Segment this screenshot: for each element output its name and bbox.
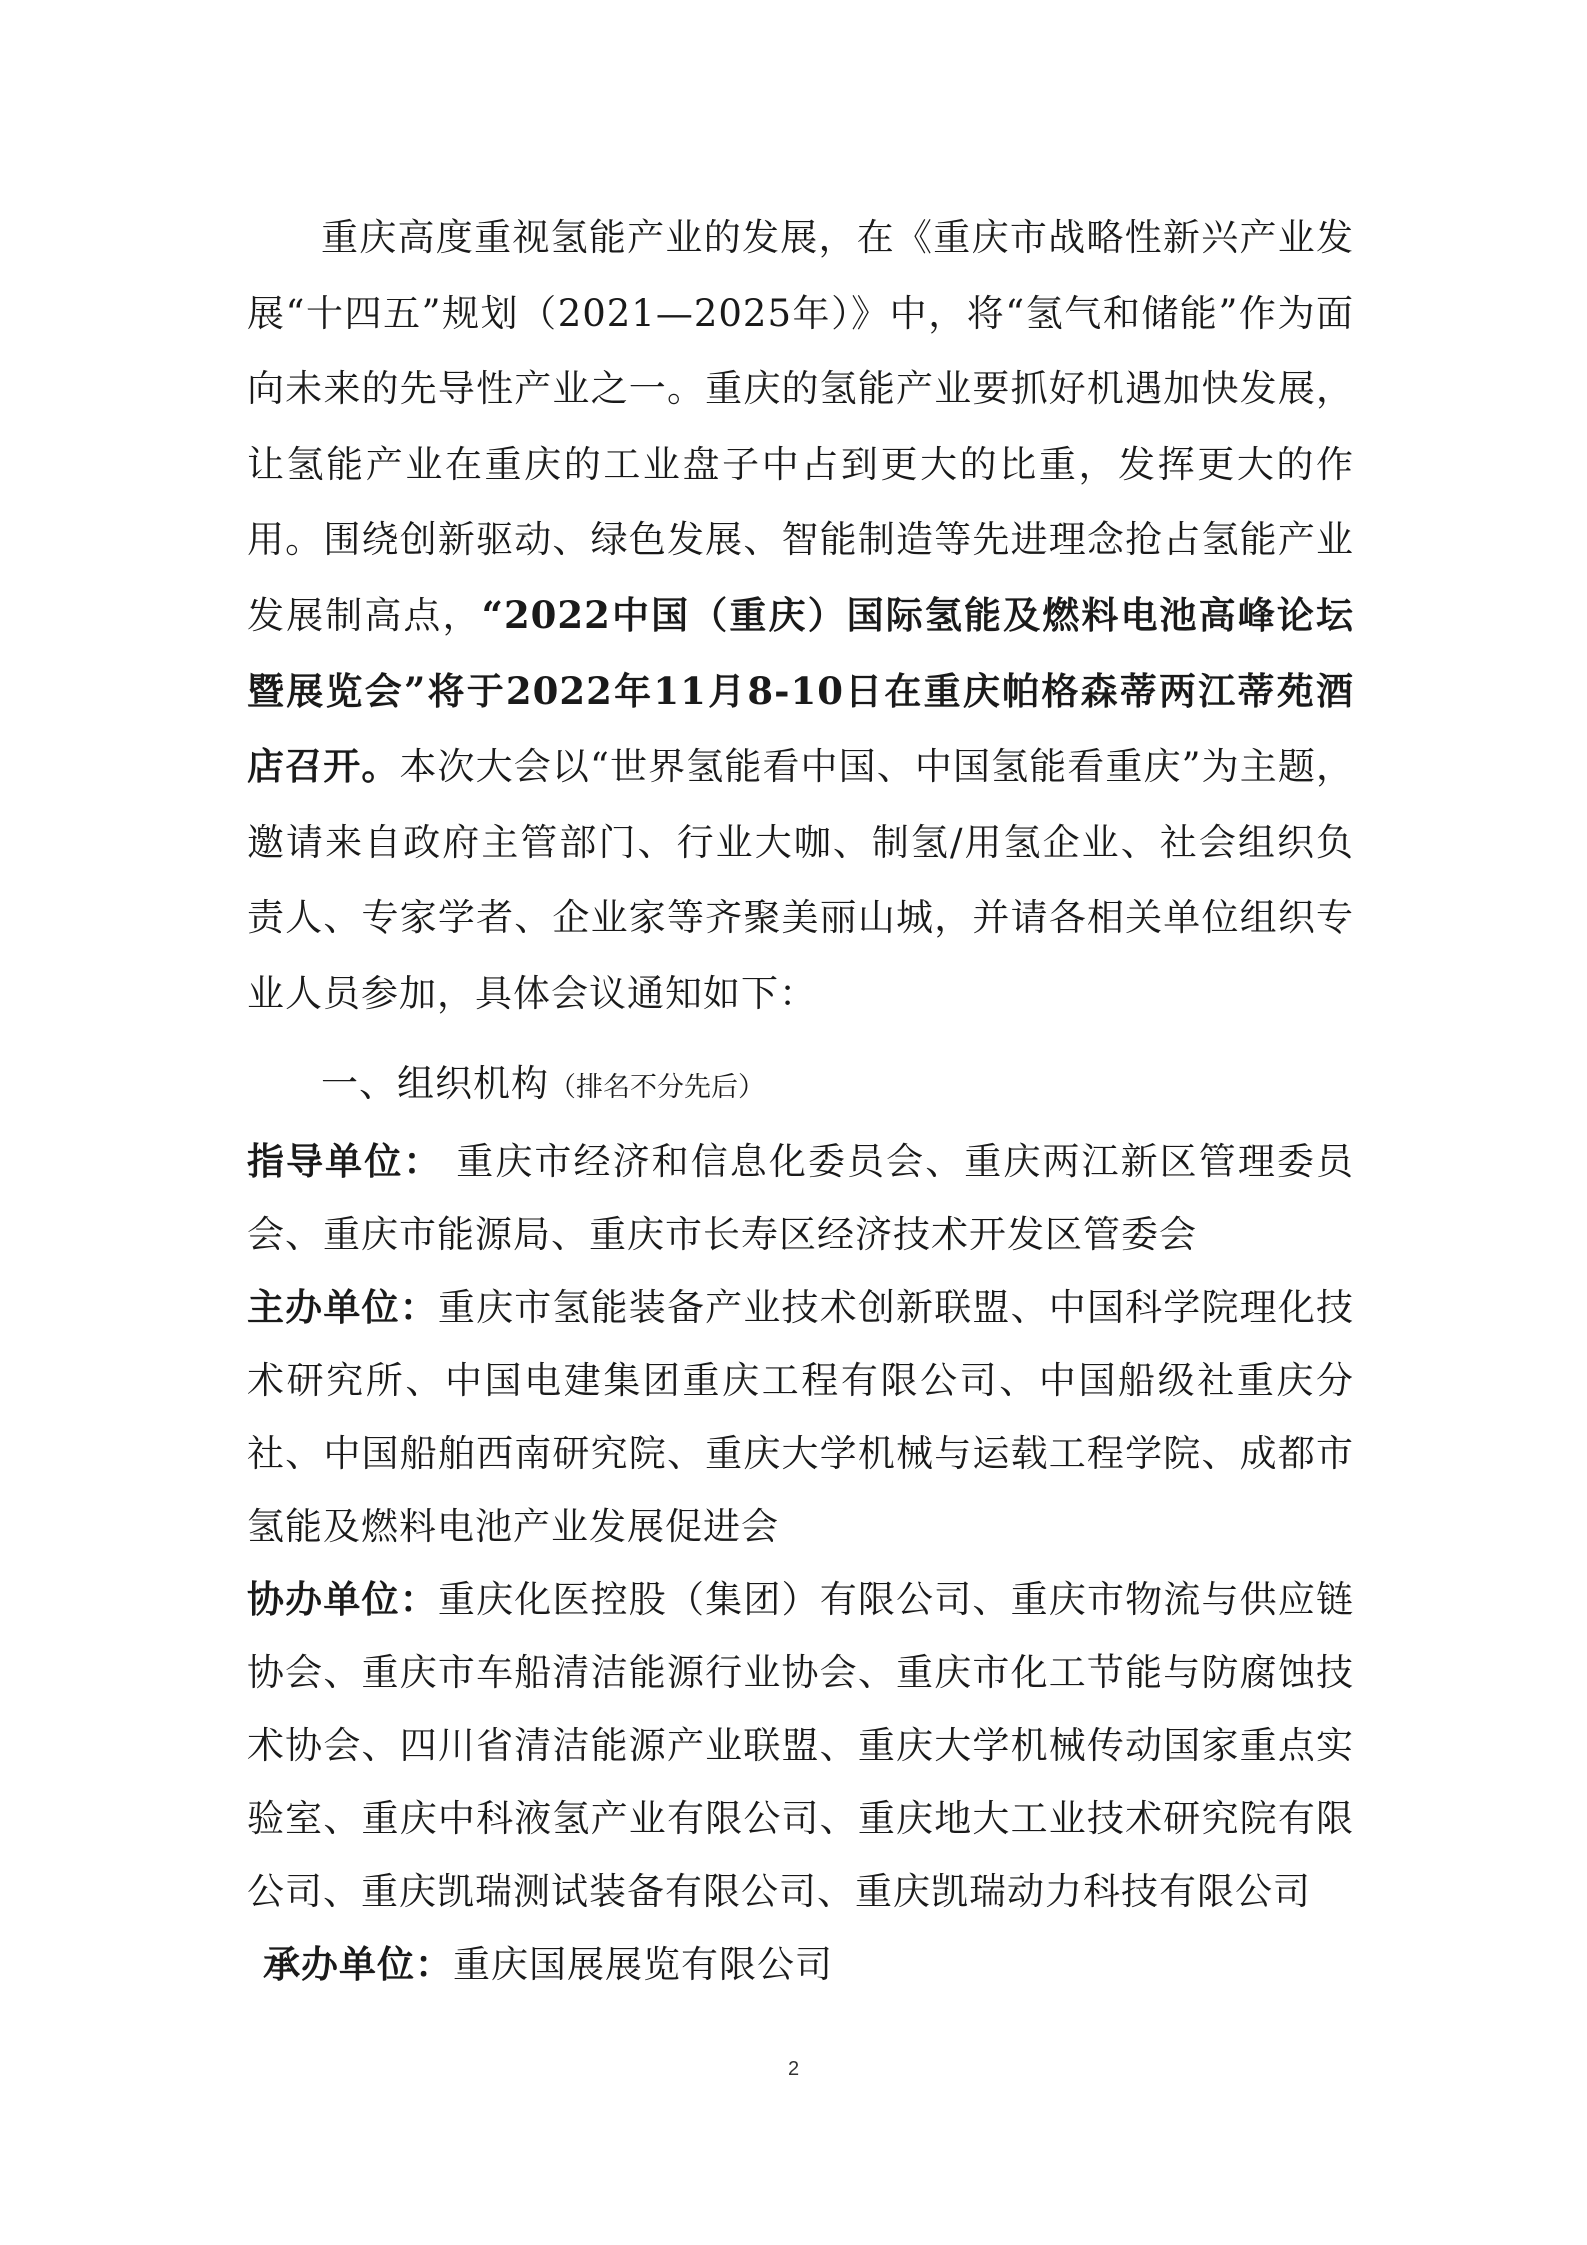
co-organizer-units [247,1563,1354,1928]
undertaker-unit-label: 承办单位： [263,1941,453,1986]
intro-text-part1: 重庆高度重视氢能产业的发展，在《重庆市战略性新兴产业发展“十四五”规划（2021—2025年）》中，将“氢气和储能”作为面向未来的先导性产业之一。重庆的氢能产业要抓好机遇加快发展，让氢能产业在重庆的工业盘子中占到更大的比重，发挥更大的作用。围绕创新驱动、绿色发展、智能制造等先进理念抢占氢能产业发展制高点， [247,216,1354,637]
section-title: 一、组织机构 [321,1061,549,1105]
section-heading-organization [247,1046,1354,1125]
guiding-units-label: 指导单位： [247,1138,443,1183]
section-note: （排名不分先后） [549,1071,765,1103]
page-number: 2 [787,2058,800,2080]
co-organizer-units-label: 协办单位： [247,1576,438,1621]
host-units [247,1271,1354,1563]
host-units-label: 主办单位： [247,1284,438,1329]
undertaker-unit [247,1928,1354,2001]
co-organizer-units-text: 重庆化医控股（集团）有限公司、重庆市物流与供应链协会、重庆市车船清洁能源行业协会、重庆市化工节能与防腐蚀技术协会、四川省清洁能源产业联盟、重庆大学机械传动国家重点实验室、重庆中科液氢产业有限公司、重庆地大工业技术研究院有限公司、重庆凯瑞测试装备有限公司、重庆凯瑞动力科技有限公司 [247,1577,1355,1913]
host-units-text: 重庆市氢能装备产业技术创新联盟、中国科学院理化技术研究所、中国电建集团重庆工程有限公司、中国船级社重庆分社、中国船舶西南研究院、重庆大学机械与运载工程学院、成都市氢能及燃料电池产业发展促进会 [247,1285,1355,1548]
intro-text-part2: 本次大会以“世界氢能看中国、中国氢能看重庆”为主题，邀请来自政府主管部门、行业大咖、制氢/用氢企业、社会组织负责人、专家学者、企业家等齐聚美丽山城，并请各相关单位组织专业人员参加，具体会议通知如下： [247,745,1354,1015]
intro-paragraph [247,200,1354,1032]
guiding-units [247,1125,1354,1271]
undertaker-unit-text: 重庆国展展览有限公司 [453,1942,833,1986]
intro-event-highlight: “2022中国（重庆）国际氢能及燃料电池高峰论坛暨展览会”将于2022年11月8-10日在重庆帕格森蒂两江蒂苑酒店召开。 [247,592,1354,789]
document-body [247,200,1354,2001]
guiding-units-text: 重庆市经济和信息化委员会、重庆两江新区管理委员会、重庆市能源局、重庆市长寿区经济技术开发区管委会 [247,1139,1355,1256]
